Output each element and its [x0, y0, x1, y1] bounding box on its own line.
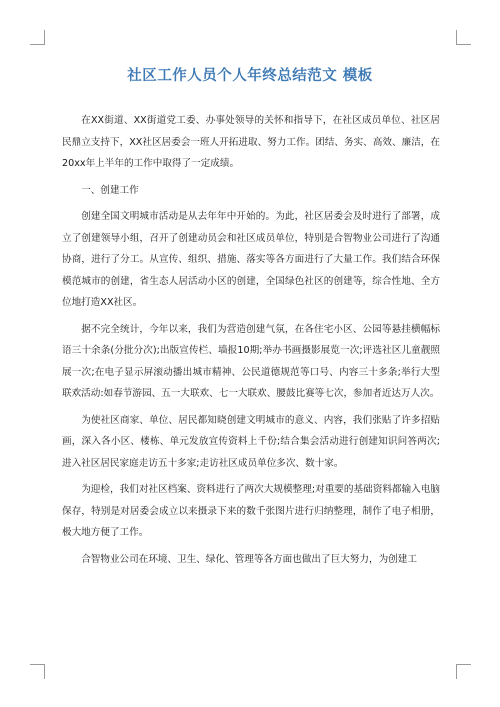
section-heading: 一、创建工作 [81, 184, 139, 196]
document-title: 社区工作人员个人年终总结范文 模板 [127, 68, 373, 84]
crop-mark-top-right [456, 30, 471, 45]
paragraph: 据不完全统计，今年以来，我们为营造创建气氛，在各住宅小区、公园等悬挂横幅标语三十余条(分批分次);出版宣传栏、墙报10期;举办书画摄影展览一次;评选社区儿童靓照展一次;在电子显示屏滚动播出城市精神、公民道德规范等口号、内容三十多条;举行大型联欢活动:如春节游园、五一大联欢、七一大联欢、腰鼓比赛等七次，参加者近达万人次。 [62, 323, 440, 399]
paragraph-intro: 在XX街道、XX街道党工委、办事处领导的关怀和指导下，在社区成员单位、社区居民鼎立支持下，XX社区居委会一班人开拓进取、努力工作。团结、务实、高效、廉洁，在20xx年上半年的工作中取得了一定成绩。 [62, 115, 440, 169]
paragraph: 为使社区商家、单位、居民都知晓创建文明城市的意义、内容，我们张贴了许多招贴画，深入各小区、楼栋、单元发放宣传资料上千份;结合集会活动进行创建知识问答两次;进入社区居民家庭走访五十多家;走访社区成员单位多次、数十家。 [62, 414, 440, 469]
crop-mark-bottom-left [30, 664, 45, 679]
paragraph: 创建全国文明城市活动是从去年年中开始的。为此，社区居委会及时进行了部署，成立了创建领导小组，召开了创建动员会和社区成员单位，特别是合智物业公司进行了沟通协商，进行了分工。从宣传、组织、措施、落实等各方面进行了大量工作。我们结合环保模范城市的创建，省生态人居活动小区的创建，全国绿色社区的创建等，综合性地、全方位地打造XX社区。 [62, 211, 440, 308]
paragraph: 合智物业公司在环境、卫生、绿化、管理等各方面也做出了巨大努力，为创建工 [81, 553, 417, 565]
crop-mark-top-left [30, 30, 45, 45]
document-body [62, 110, 440, 575]
paragraph: 为迎检，我们对社区档案、资料进行了两次大规模整理;对重要的基础资料都输入电脑保存，特别是对居委会成立以来摄录下来的数千张图片进行归纳整理，制作了电子相册，极大地方便了工作。 [62, 484, 440, 538]
crop-mark-bottom-right [456, 664, 471, 679]
